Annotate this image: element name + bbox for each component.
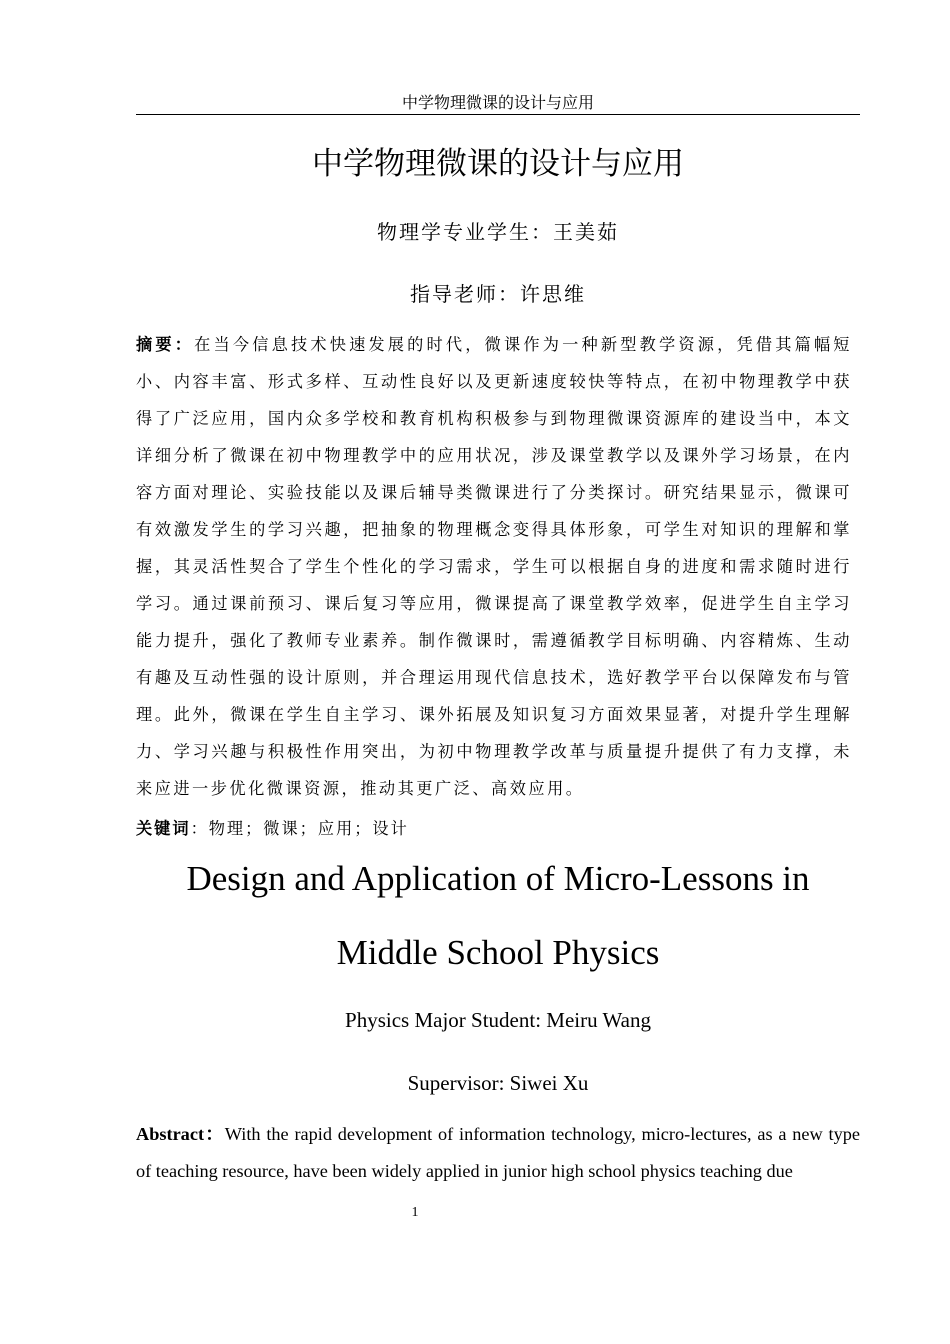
english-abstract (136, 1116, 860, 1190)
chinese-title: 中学物理微课的设计与应用 (312, 146, 684, 182)
running-header: 中学物理微课的设计与应用 (401, 93, 594, 112)
english-author-line: Physics Major Student: Meiru Wang (345, 1008, 651, 1032)
chinese-abstract (136, 326, 852, 807)
chinese-keywords-text: ：物理；微课；应用；设计 (190, 819, 409, 838)
english-abstract-label: Abstract： (136, 1124, 225, 1144)
chinese-keywords-label: 关键词 (136, 819, 191, 838)
chinese-abstract-text: 在当今信息技术快速发展的时代，微课作为一种新型教学资源，凭借其篇幅短小、内容丰富、形式多样、互动性良好以及更新速度较快等特点，在初中物理教学中获得了广泛应用，国内众多学校和教育机构积极参与到物理微课资源库的建设当中，本文详细分析了微课在初中物理教学中的应用状况，涉及课堂教学以及课外学习场景，在内容方面对理论、实验技能以及课后辅导类微课进行了分类探讨。研究结果显示，微课可有效激发学生的学习兴趣，把抽象的物理概念变得具体形象，可学生对知识的理解和掌握，其灵活性契合了学生个性化的学习需求，学生可以根据自身的进度和需求随时进行学习。通过课前预习、课后复习等应用，微课提高了课堂教学效率，促进学生自主学习能力提升，强化了教师专业素养。制作微课时，需遵循教学目标明确、内容精炼、生动有趣及互动性强的设计原则，并合理运用现代信息技术，选好教学平台以保障发布与管理。此外，微课在学生自主学习、课外拓展及知识复习方面效果显著，对提升学生理解力、学习兴趣与积极性作用突出，为初中物理教学改革与质量提升提供了有力支撑，未来应进一步优化微课资源，推动其更广泛、高效应用。 (136, 335, 852, 798)
chinese-abstract-label: 摘要： (136, 335, 195, 354)
english-title-line-1: Design and Application of Micro-Lessons in (186, 859, 810, 898)
page-number: 1 (411, 1205, 419, 1220)
chinese-advisor-line: 指导老师：许思维 (410, 282, 586, 306)
english-abstract-text: With the rapid development of information technology, micro-lectures, as a new type of teaching resource, have been widely applied in junior high school physics teaching due (136, 1124, 861, 1181)
english-title-line-2: Middle School Physics (336, 933, 660, 972)
english-advisor-line: Supervisor: Siwei Xu (407, 1071, 589, 1095)
header-rule (136, 114, 860, 115)
english-title (136, 842, 860, 990)
chinese-author-line: 物理学专业学生：王美茹 (377, 220, 619, 244)
